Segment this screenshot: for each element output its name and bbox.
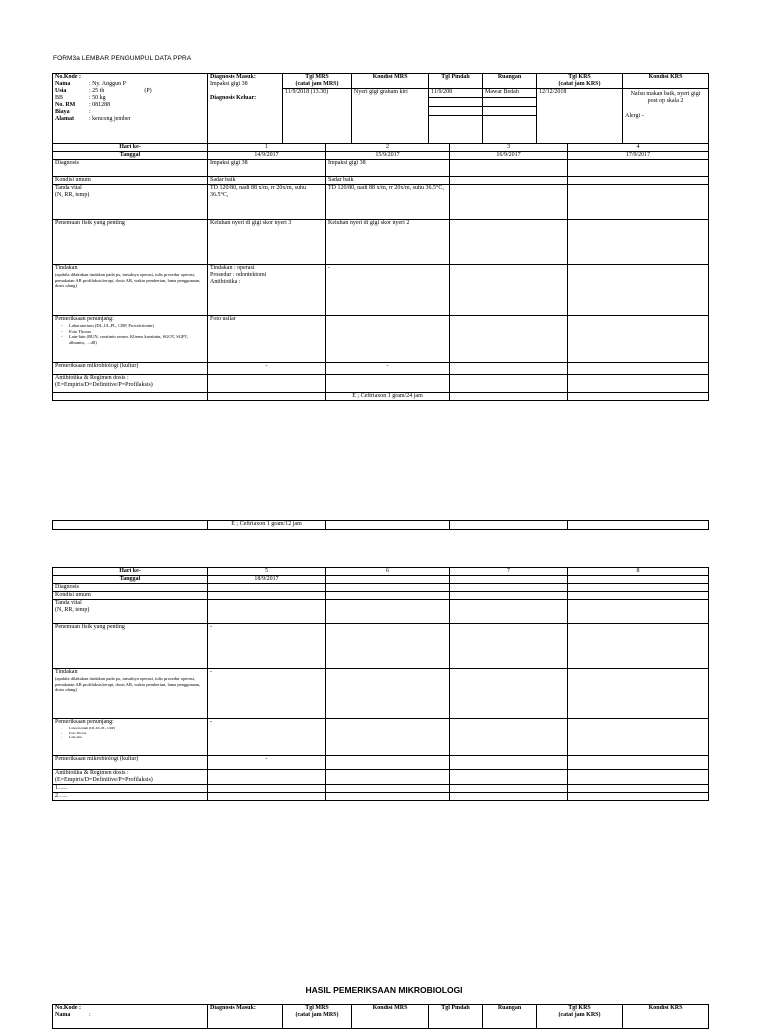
tgl-mrs-label: Tgl MRS: [305, 74, 329, 80]
tindakan-sub: (apabila dilakukan tindakan pada px, misalnya operasi, tulis prosedur operasi, pemakaian AB profilaksis/terapi, dosis AB, waktu pemberian, lama penggunaan, dosis ulang): [55, 272, 201, 288]
gender-value: (P): [144, 88, 152, 94]
tgl-krs-label: Tgl KRS: [568, 74, 591, 80]
micro-tgl-mrs-label: Tgl MRS: [305, 1005, 329, 1011]
ppra-table-1: [52, 73, 709, 144]
antibiotika-sub: (E=Empiris/D=Definitive/P=Profilaksis): [55, 777, 153, 783]
list-item: - Lain-lain: [69, 735, 205, 740]
micro-kondisi-mrs-label: Kondisi MRS: [352, 1005, 429, 1029]
nama-label: Nama: [55, 81, 71, 87]
fisik-value: Keluhan nyeri di gigi skor nyeri 3: [208, 220, 326, 265]
tindakan-line: Antibiotika :: [210, 279, 241, 285]
tindakan-label: Tindakan: [55, 265, 78, 271]
micro-header-table: [52, 1004, 709, 1029]
diagnosis-label: Diagnosis: [53, 160, 208, 177]
tindakan-line: Tindakan : operasi: [210, 265, 255, 271]
day-date: 18/9/2017: [208, 576, 326, 584]
day-number: 7: [450, 568, 568, 576]
antibiotic-value: E ; Ceftriaxon 1 gram/24 jam: [326, 393, 450, 401]
antibiotika-label: Antibiotika & Regimen dosis :: [55, 770, 129, 776]
tgl-pindah-label: Tgl Pindah: [429, 74, 482, 89]
usia-value: : 25 th: [89, 88, 105, 94]
day-number: 6: [326, 568, 450, 576]
diagnosis-label: Diagnosis: [53, 584, 208, 592]
norm-label: No. RM: [55, 102, 76, 108]
diagnosis-value: Impaksi gigi 38: [208, 160, 326, 177]
day-number: 1: [208, 144, 326, 152]
list-item: - Foto Thorax: [69, 329, 205, 335]
micro-no-kode-label: No.Kode :: [55, 1005, 81, 1011]
day-date: 14/9/2017: [208, 152, 326, 160]
antibiotic-line-2: 2…..: [53, 793, 208, 801]
micro-kondisi-krs-label: Kondisi KRS: [623, 1005, 709, 1029]
mikrobiologi-value: -: [208, 756, 326, 770]
kondisi-value: Sadar baik: [208, 177, 326, 185]
day-number: 3: [450, 144, 568, 152]
tindakan-sub: (apabila dilakukan tindakan pada px, misalnya operasi, tulis prosedur operasi, pemakaian AB profilaksis/terapi, dosis AB, waktu pemberian, lama penggunaan, dosis ulang): [55, 676, 201, 692]
day-number: 8: [568, 568, 709, 576]
alamat-label: Alamat: [55, 116, 74, 122]
tanda-vital-label: Tanda vital: [55, 600, 82, 606]
penunjang-label: Pemeriksaan penunjang:: [55, 316, 114, 322]
kondisi-mrs-value: Nyeri gigi graham kiri: [354, 89, 408, 95]
day-number: 4: [568, 144, 709, 152]
mikrobiologi-value: -: [208, 363, 326, 375]
micro-section-title: HASIL PEMERIKSAAN MIKROBIOLOGI: [305, 985, 463, 995]
tanggal-label: Tanggal: [53, 152, 208, 160]
fisik-label: Penemuan fisik yang penting: [53, 624, 208, 669]
tanda-vital-value: TD 120/80, nadi 88 x/m, rr 20x/m, suhu 36.5°C,: [208, 185, 326, 220]
antibiotic-line-1: 1…..: [53, 785, 208, 793]
penunjang-list: [55, 726, 205, 740]
tindakan-value: -: [208, 669, 326, 719]
penunjang-list: [55, 323, 205, 345]
biaya-value: :: [89, 109, 91, 115]
patient-info-cell: [53, 74, 208, 144]
tgl-mrs-value: 11/9/2018 (13.30): [285, 89, 329, 95]
penunjang-value: -: [208, 719, 326, 756]
list-item: - Foto Thorax: [69, 731, 205, 736]
kondisi-umum-label: Kondisi umum: [53, 177, 208, 185]
mikrobiologi-label: Pemeriksaan mikrobiologi (kultur): [53, 756, 208, 770]
list-item: - Lain-lain (BUN, creatinin serum. Klirens kreatinin, SGOT, SGPT, albumin, …dll): [69, 334, 205, 345]
day-number: 2: [326, 144, 450, 152]
kondisi-krs-label: Kondisi KRS: [623, 74, 708, 89]
day-date: 17/9/2017: [568, 152, 709, 160]
diagnosis-value: Impaksi gigi 38: [326, 160, 450, 177]
norm-value: : 081288: [89, 102, 111, 108]
micro-tgl-krs-sub: (catat jam KRS): [558, 1012, 601, 1018]
micro-tgl-krs-label: Tgl KRS: [568, 1005, 591, 1011]
kondisi-krs-value: Nafsu makan baik, nyeri gigi post op skala 2: [630, 91, 701, 104]
bb-value: : 50 kg: [89, 95, 106, 101]
mikrobiologi-value: -: [326, 363, 450, 375]
micro-nama-label: Nama: [55, 1012, 71, 1018]
tanggal-label: Tanggal: [53, 576, 208, 584]
micro-nama-value: :: [89, 1012, 91, 1018]
antibiotika-sub: (E=Empiris/D=Definitive/P=Profilaksis): [55, 382, 153, 388]
no-kode-label: No.Kode :: [55, 74, 81, 80]
fisik-value: -: [208, 624, 326, 669]
day-date: 16/9/2017: [450, 152, 568, 160]
hari-ke-label: Hari ke-: [53, 568, 208, 576]
penunjang-label: Pemeriksaan penunjang:: [55, 719, 114, 725]
kondisi-mrs-label: Kondisi MRS: [352, 74, 428, 89]
day-number: 5: [208, 568, 326, 576]
day-date: 15/9/2017: [326, 152, 450, 160]
ruangan-label: Ruangan: [483, 74, 536, 89]
tgl-krs-value: 12/12/2018: [539, 89, 567, 95]
days-table-1-continued: [52, 520, 709, 530]
micro-diag-masuk-label: Diagnosis Masuk:: [208, 1005, 283, 1029]
fisik-label: Penemuan fisik yang penting: [53, 220, 208, 265]
diag-masuk-label: Diagnosis Masuk:: [210, 74, 256, 80]
antibiotika-label: Antibiotika & Regimen dosis :: [55, 375, 129, 381]
tindakan-value: -: [326, 265, 450, 316]
kondisi-value: Sadar baik: [326, 177, 450, 185]
days-table-1: [52, 143, 709, 401]
biaya-label: Biaya: [55, 109, 70, 115]
tgl-mrs-sub: (catat jam MRS): [295, 81, 339, 87]
ruangan-value: Mawar Bedah: [483, 89, 536, 98]
micro-ruangan-label: Ruangan: [483, 1005, 537, 1029]
micro-tgl-pindah-label: Tgl Pindah: [429, 1005, 483, 1029]
fisik-value: Keluhan nyeri di gigi skor nyeri 2: [326, 220, 450, 265]
usia-label: Usia: [55, 88, 67, 94]
tgl-pindah-value: 11/9/208: [429, 89, 482, 98]
nama-value: : Ny. Anggun P: [89, 81, 126, 87]
tanda-vital-label: Tanda vital: [55, 185, 82, 191]
micro-tgl-mrs-sub: (catat jam MRS): [295, 1012, 339, 1018]
antibiotic-value: E ; Ceftriaxon 1 gram/12 jam: [208, 521, 326, 530]
form-title: FORM3a LEMBAR PENGUMPUL DATA PPRA: [53, 55, 192, 62]
hari-ke-label: Hari ke-: [53, 144, 208, 152]
list-item: - Laboratorium (DL,UL,PL, CRP, Procalcitonin): [69, 323, 205, 329]
tanda-vital-sub: (N, RR, temp): [55, 192, 90, 198]
tindakan-line: Prosedur : odontektomi: [210, 272, 267, 278]
list-item: - Laboratorium (DL,UL,PL, CRP): [69, 726, 205, 731]
mikrobiologi-label: Pemeriksaan mikrobiologi (kultur): [53, 363, 208, 375]
diagnosis-cell: [208, 74, 283, 144]
tanda-vital-sub: (N, RR, temp): [55, 607, 90, 613]
alamat-value: : kencong jember: [89, 116, 131, 122]
penunjang-value: Foto usilar: [208, 316, 326, 363]
diag-masuk-value: Impaksi gigi 38: [210, 81, 248, 87]
kondisi-umum-label: Kondisi umum: [53, 592, 208, 600]
tindakan-label: Tindakan: [55, 669, 78, 675]
diag-keluar-label: Diagnosis Keluar:: [210, 95, 257, 101]
days-table-2: [52, 567, 709, 801]
bb-label: BB: [55, 95, 64, 101]
tanda-vital-value: TD 120/80, nadi 88 x/m, rr 20x/m, suhu 36.5°C,: [326, 185, 450, 220]
alergi-value: Alergi -: [625, 113, 644, 119]
tgl-krs-sub: (catat jam KRS): [558, 81, 601, 87]
